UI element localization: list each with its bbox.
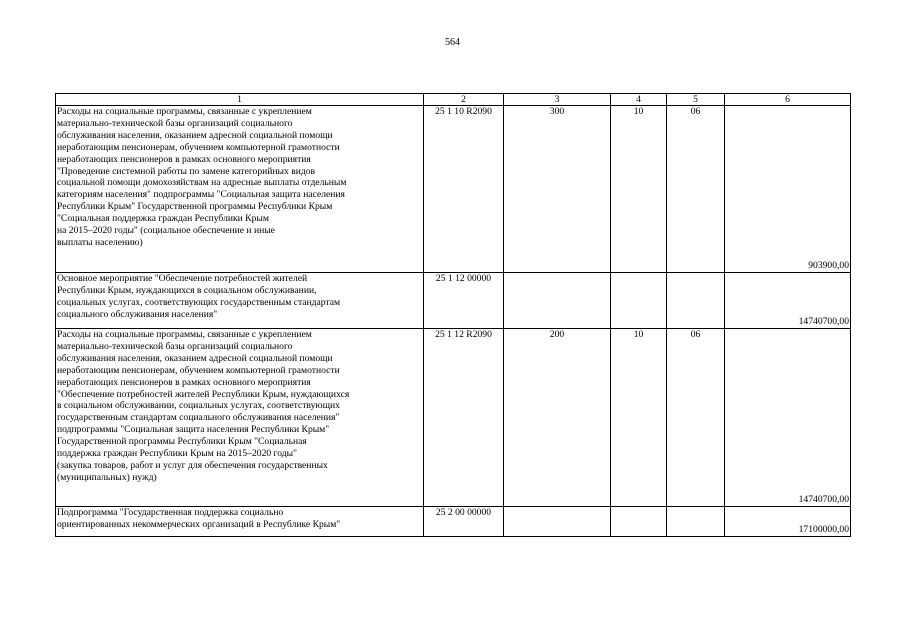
table-header-row (56, 94, 851, 106)
row-target-code: 25 1 12 R2090 (424, 329, 504, 507)
row-subsection (667, 507, 725, 537)
row-subsection: 06 (667, 329, 725, 507)
row-expense-type: 300 (504, 106, 611, 273)
table-row (56, 507, 851, 537)
column-header: 1 (56, 94, 424, 106)
row-description: Расходы на социальные программы, связанные с укреплением материально-технической базы организаций социального обслуживания населения, оказанием адресной социальной помощи неработающим пенсионерам, обучением компьютерной грамотности неработающих пенсионеров в рамках основного мероприятия "Обеспечение потребностей жителей Республики Крым, нуждающихся в социальном обслуживании, социальных услугах, соответствующих государственным стандартам социального обслуживания населения" подпрограммы "Социальная защита населения Республики Крым" Государственной программы Республики Крым "Социальная поддержка граждан Республики Крым на 2015–2020 годы" (закупка товаров, работ и услуг для обеспечения государственных (муниципальных) нужд) (56, 329, 424, 507)
row-amount: 17100000,00 (725, 507, 851, 537)
row-subsection: 06 (667, 106, 725, 273)
row-expense-type: 200 (504, 329, 611, 507)
column-header: 2 (424, 94, 504, 106)
row-expense-type (504, 273, 611, 329)
column-header: 6 (725, 94, 851, 106)
column-header: 4 (611, 94, 667, 106)
table-row (56, 329, 851, 507)
column-header: 3 (504, 94, 611, 106)
row-subsection (667, 273, 725, 329)
row-section (611, 273, 667, 329)
row-section: 10 (611, 329, 667, 507)
row-description: Расходы на социальные программы, связанные с укреплением материально-технической базы организаций социального обслуживания населения, оказанием адресной социальной помощи неработающим пенсионерам, обучением компьютерной грамотности неработающих пенсионеров в рамках основного мероприятия "Проведение системной работы по замене категорийных видов социальной помощи домохозяйствам на адресные выплаты отдельным категориям населения" подпрограммы "Социальная защита населения Республики Крым" Государственной программы Республики Крым "Социальная поддержка граждан Республики Крым на 2015–2020 годы" (социальное обеспечение и иные выплаты населению) (56, 106, 424, 273)
row-amount: 14740700,00 (725, 273, 851, 329)
row-target-code: 25 1 12 00000 (424, 273, 504, 329)
row-section (611, 507, 667, 537)
row-amount: 14740700,00 (725, 329, 851, 507)
table-row (56, 106, 851, 273)
column-header: 5 (667, 94, 725, 106)
table-row (56, 273, 851, 329)
row-expense-type (504, 507, 611, 537)
row-target-code: 25 2 00 00000 (424, 507, 504, 537)
row-section: 10 (611, 106, 667, 273)
row-amount: 903900,00 (725, 106, 851, 273)
row-description: Подпрограмма "Государственная поддержка социально ориентированных некоммерческих организаций в Республике Крым" (56, 507, 424, 537)
row-description: Основное мероприятие "Обеспечение потребностей жителей Республики Крым, нуждающихся в социальном обслуживании, социальных услугах, соответствующих государственным стандартам социального обслуживания населения" (56, 273, 424, 329)
budget-table (55, 93, 851, 537)
page-number: 564 (445, 37, 460, 48)
row-target-code: 25 1 10 R2090 (424, 106, 504, 273)
